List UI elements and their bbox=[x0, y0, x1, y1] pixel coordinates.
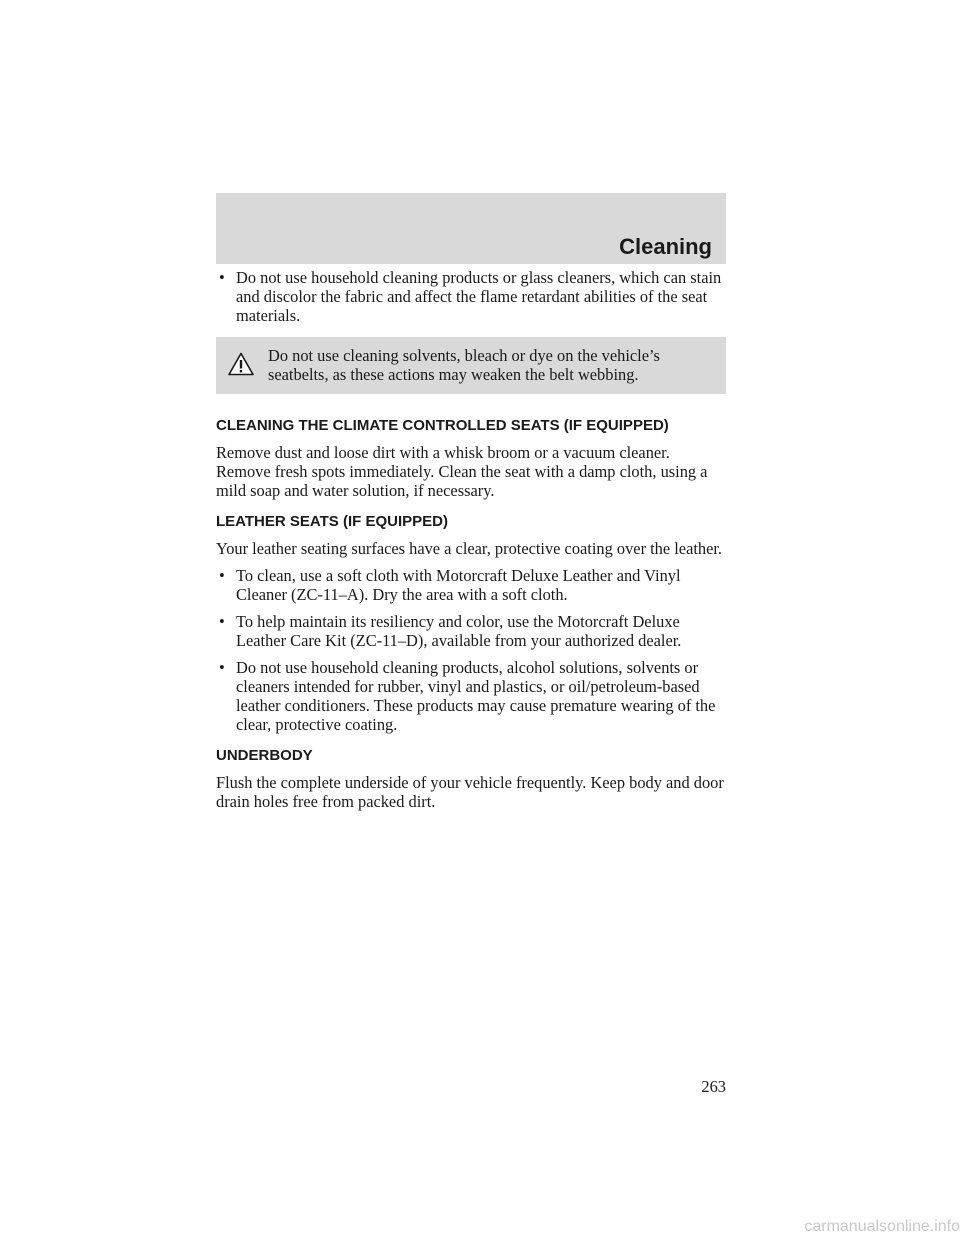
bullet-dot: • bbox=[219, 268, 225, 287]
leather-seats-intro: Your leather seating surfaces have a clear, protective coating over the leather. bbox=[216, 539, 723, 558]
underbody-body: Flush the complete underside of your vehicle frequently. Keep body and door drain holes free from packed dirt. bbox=[216, 773, 724, 811]
warning-triangle-icon bbox=[228, 352, 254, 376]
bullet-item bbox=[216, 612, 726, 650]
page-number: 263 bbox=[701, 1077, 726, 1096]
climate-seats-heading: CLEANING THE CLIMATE CONTROLLED SEATS (IF EQUIPPED) bbox=[216, 417, 669, 434]
bullet-dot: • bbox=[219, 566, 225, 585]
bullet-text: Do not use household cleaning products or glass cleaners, which can stain and discolor the fabric and affect the flame retardant abilities of the seat materials. bbox=[236, 268, 722, 325]
section-title: Cleaning bbox=[619, 234, 712, 259]
climate-seats-body: Remove dust and loose dirt with a whisk broom or a vacuum cleaner. Remove fresh spots immediately. Clean the seat with a damp cloth, using a mild soap and water solution, if necessary. bbox=[216, 443, 708, 500]
leather-seats-heading: LEATHER SEATS (IF EQUIPPED) bbox=[216, 513, 448, 530]
bullet-item bbox=[216, 566, 726, 604]
header-band bbox=[216, 193, 726, 264]
bullet-text: To help maintain its resiliency and color, use the Motorcraft Deluxe Leather Care Kit (ZC-11–D), available from your authorized dealer. bbox=[236, 612, 682, 650]
page-content bbox=[216, 268, 726, 819]
bullet-text: Do not use household cleaning products, alcohol solutions, solvents or cleaners intended for rubber, vinyl and plastics, or oil/petroleum-based leather conditioners. These products may cause premature wearing of the clear, protective coating. bbox=[236, 658, 716, 734]
watermark: carmanualsonline.info bbox=[804, 1218, 960, 1235]
underbody-heading: UNDERBODY bbox=[216, 747, 313, 764]
bullet-item bbox=[216, 658, 726, 734]
bullet-item bbox=[216, 268, 726, 325]
warning-text: Do not use cleaning solvents, bleach or dye on the vehicle’s seatbelts, as these actions may weaken the belt webbing. bbox=[268, 346, 660, 384]
bullet-dot: • bbox=[219, 612, 225, 631]
bullet-dot: • bbox=[219, 658, 225, 677]
warning-box bbox=[216, 337, 726, 394]
bullet-text: To clean, use a soft cloth with Motorcraft Deluxe Leather and Vinyl Cleaner (ZC-11–A). Dry the area with a soft cloth. bbox=[236, 566, 681, 604]
